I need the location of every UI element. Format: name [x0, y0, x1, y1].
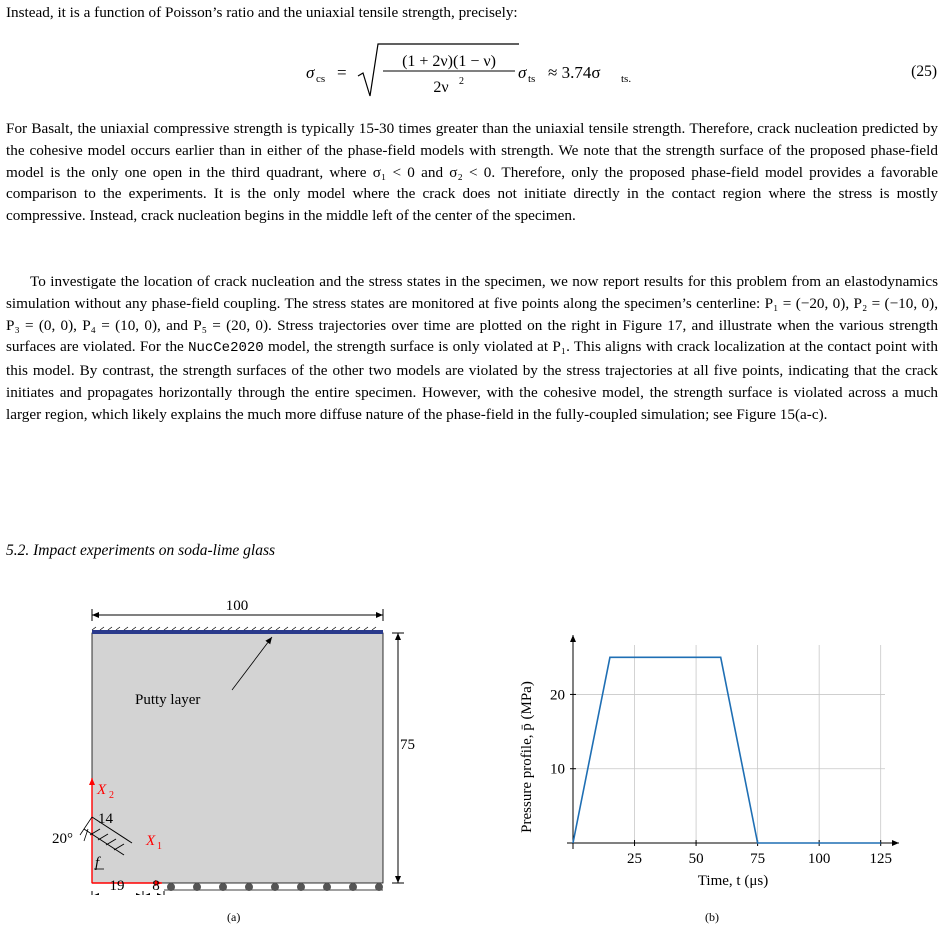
equation-25	[0, 40, 945, 100]
eq-factor-sub: ts	[528, 73, 536, 85]
dim-19-label: 19	[109, 878, 125, 894]
force-label: f	[95, 855, 100, 871]
intro-line: Instead, it is a function of Poisson’s ratio and the uniaxial tensile strength, precisely:	[6, 4, 518, 21]
equation-number: (25)	[911, 63, 937, 80]
x-tick-label-75: 75	[750, 851, 766, 867]
x1-axis-sub: 1	[157, 841, 162, 852]
paragraph-2	[6, 271, 938, 426]
eq-numerator: (1 + 2ν)(1 − ν)	[402, 53, 496, 70]
height-label: 75	[400, 737, 415, 753]
equation-svg	[0, 40, 945, 100]
figure-a-geometry	[40, 585, 430, 895]
putty-hatching	[92, 627, 376, 630]
x-tick-label-125: 125	[869, 851, 892, 867]
putty-label: Putty layer	[135, 692, 201, 708]
width-label: 100	[225, 598, 249, 614]
y-tick-label-10: 10	[550, 761, 565, 778]
eq-approx: ≈ 3.74σ	[548, 63, 601, 82]
paragraph-1: For Basalt, the uniaxial compressive strength is typically 15-30 times greater than the uniaxial tensile strength. Therefore, crack nucleation predicted by the cohesive model occurs earlier than in either of the phase-field models with strength. We note that the strength surface of the proposed phase-field model is the only one open in the third quadrant, where σ₁ < 0 and σ₂ < 0. Therefore, only the proposed phase-field model provides a favorable comparison to the experiments. It is the only model where the crack does not initiate directly in the contact region where the stress is mostly compressive. Instead, crack nucleation begins in the middle left of the center of the specimen.	[6, 120, 938, 225]
specimen-rect	[92, 633, 383, 883]
length-label: 14	[98, 811, 113, 827]
eq-lhs: σ	[306, 63, 315, 82]
x-tick-label-25: 25	[627, 851, 643, 867]
eq-denominator-sup: 2	[459, 76, 464, 87]
putty-layer	[92, 630, 383, 634]
eq-factor: σ	[518, 63, 527, 82]
chart-y-label: Pressure profile, p̄ (MPa)	[519, 681, 535, 833]
figure-b-chart	[515, 585, 915, 905]
eq-lhs-sub: cs	[316, 73, 326, 85]
x1-axis-label: X	[146, 833, 156, 849]
chart-x-label: Time, t (μs)	[697, 873, 769, 889]
angle-label: 20°	[52, 831, 73, 847]
eq-denominator: 2ν	[433, 79, 449, 96]
caption-b: (b)	[705, 910, 719, 924]
dim-8-label: 8	[152, 878, 160, 894]
x-tick-label-50: 50	[688, 851, 704, 867]
x2-axis-label: X	[97, 782, 107, 798]
eq-equals: =	[337, 63, 347, 82]
x-tick-label-100: 100	[807, 851, 831, 867]
eq-approx-sub: ts.	[621, 73, 632, 85]
x2-axis-sub: 2	[109, 790, 114, 801]
y-tick-label-20: 20	[550, 687, 565, 704]
roller-supports	[164, 883, 383, 891]
paragraph-2-part-b: model, the strength surface is only violated at P₁. This aligns with crack localization at the contact point with this model. By contrast, the strength surfaces of the other two models are violated by the stress trajectories at all five points, indicating that the crack initiates and propagates horizontally through the entire specimen. However, with the cohesive model, the strength surface is violated across a much larger region, which likely explains the much more diffuse nature of the phase-field in the fully-coupled simulation; see Figure 15(a-c).	[6, 338, 938, 423]
caption-a: (a)	[227, 910, 241, 924]
section-heading: 5.2. Impact experiments on soda-lime glass	[6, 542, 276, 559]
paragraph-2-part-a: To investigate the location of crack nucleation and the stress states in the specimen, we now report results for this problem from an elastodynamics simulation without any phase-field coupling. The stress states are monitored at five points along the specimen’s centerline: P₁ = (−20, 0), P₂ = (−10, 0), P₃ = (0, 0), P₄ = (10, 0), and P₅ = (20, 0). Stress trajectories over time are plotted on the right in Figure 17, and illustrate when the various strength surfaces are violated. For the	[6, 273, 938, 356]
pressure-series-line	[573, 657, 881, 843]
model-name: NucCe2020	[188, 340, 264, 357]
